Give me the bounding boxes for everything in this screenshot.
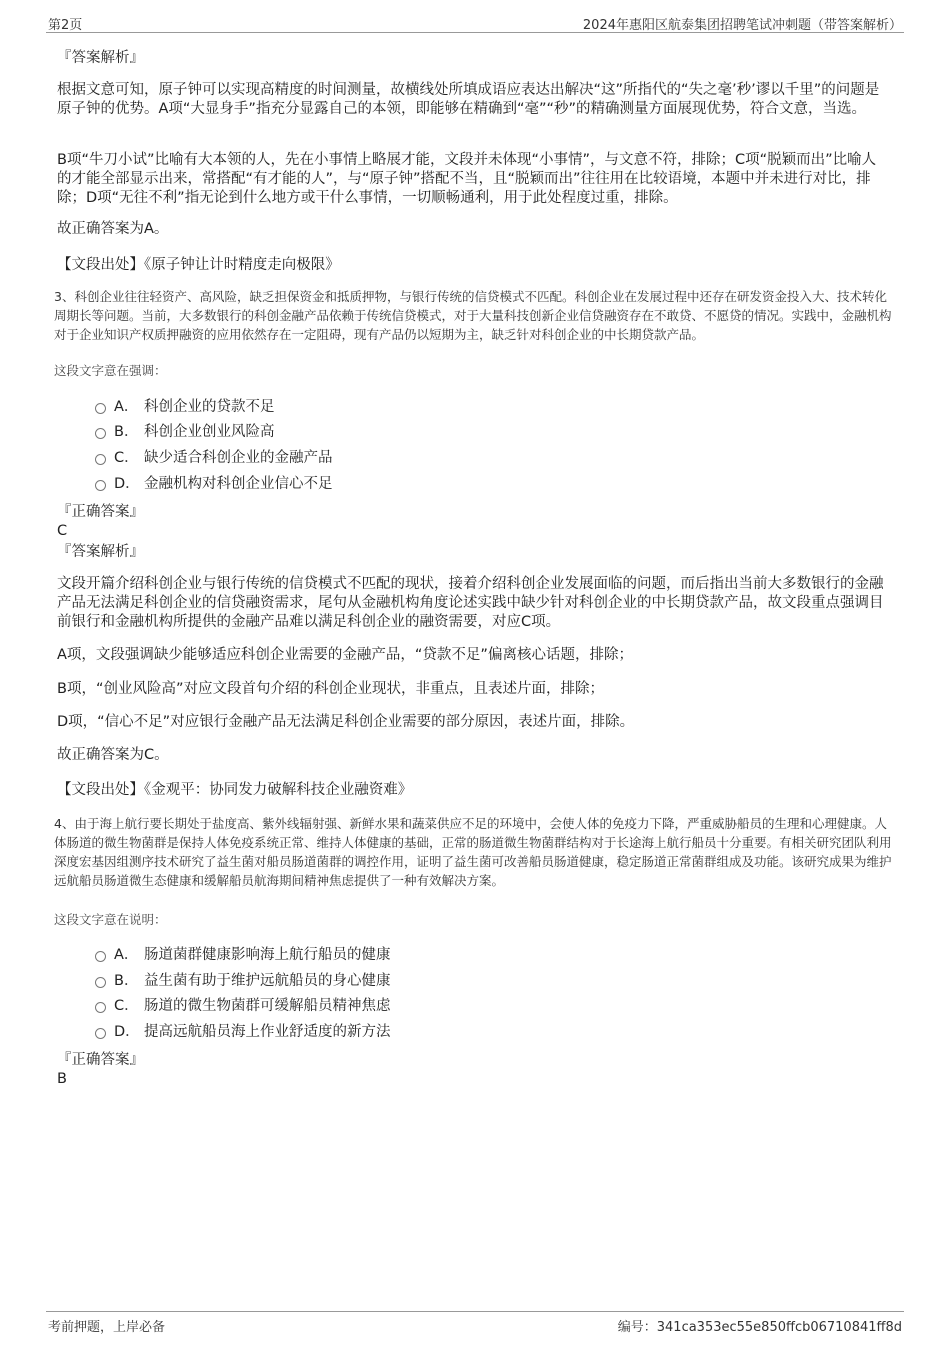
q3-question-text: 3、科创企业往往轻资产、高风险，缺乏担保资金和抵质押物，与银行传统的信贷模式不匹配。科创企业在发展过程中还存在研发资金投入大、技术转化周期长等问题。当前，大多数银行的科创金融产品依赖于传统信贷模式，对于大量科技创新企业信贷融资存在不敢贷、不愿贷的情况。实践中，金融机构对于企业知识产权质押融资的应用依然存在一定阻碍，现有产品仍以短期为主，缺乏针对科创企业的中长期贷款产品。 (54, 289, 892, 342)
q3-source: 【文段出处】《金观平：协同发力破解科技企业融资难》 (57, 782, 413, 798)
q3-option-b[interactable] (95, 422, 275, 442)
q3-analysis-paragraph: D项，“信心不足”对应银行金融产品无法满足科创企业需要的部分原因，表述片面，排除。 (57, 714, 635, 730)
option-text: 益生菌有助于维护远航船员的身心健康 (144, 973, 391, 989)
q3-analysis-paragraph: 文段开篇介绍科创企业与银行传统的信贷模式不匹配的现状，接着介绍科创企业发展面临的问题，而后指出当前大多数银行的金融产品无法满足科创企业的信贷融资需求，尾句从金融机构角度论述实践中缺少针对科创企业的中长期贷款产品，故文段重点强调目前银行和金融机构所提供的金融产品难以满足科创企业的融资需要，对应C项。 (57, 576, 884, 630)
option-letter: D． (114, 476, 140, 492)
option-text: 肠道菌群健康影响海上航行船员的健康 (144, 947, 391, 963)
option-text: 缺少适合科创企业的金融产品 (144, 450, 333, 466)
q2-analysis-title: 『答案解析』 (57, 50, 144, 66)
option-text: 金融机构对科创企业信心不足 (144, 476, 333, 492)
q3-option-a[interactable] (95, 397, 275, 417)
radio-icon[interactable] (95, 428, 106, 439)
q4-option-b[interactable] (95, 971, 391, 991)
q2-conclusion: 故正确答案为A。 (57, 221, 169, 237)
q3-answer-title: 『正确答案』 (57, 504, 144, 520)
option-text: 科创企业的贷款不足 (144, 399, 275, 415)
q3-stem: 这段文字意在强调： (54, 363, 167, 378)
page-header (46, 14, 904, 33)
footer-slogan: 考前押题，上岸必备 (48, 1320, 166, 1335)
option-text: 肠道的微生物菌群可缓解船员精神焦虑 (144, 998, 391, 1014)
radio-icon[interactable] (95, 1028, 106, 1039)
document-title: 2024年惠阳区航泰集团招聘笔试冲刺题（带答案解析） (582, 18, 902, 33)
page-footer (46, 1311, 904, 1334)
q4-option-d[interactable] (95, 1022, 391, 1042)
q3-option-c[interactable] (95, 448, 333, 468)
option-letter: C． (114, 450, 139, 466)
q3-answer: C (57, 523, 68, 539)
option-letter: A． (114, 947, 139, 963)
radio-icon[interactable] (95, 403, 106, 414)
q3-analysis-paragraph: A项，文段强调缺少能够适应科创企业需要的金融产品，“贷款不足”偏离核心话题，排除； (57, 647, 633, 663)
q2-analysis-paragraph: 根据文意可知，原子钟可以实现高精度的时间测量，故横线处所填成语应表达出解决“这”所指代的“失之毫’秒’谬以千里”的问题是原子钟的优势。A项“大显身手”指充分显露自己的本领，即能够在精确到“毫”“秒”的精确测量方面展现优势，符合文意，当选。 (57, 82, 880, 117)
q3-analysis-paragraph: B项，“创业风险高”对应文段首句介绍的科创企业现状，非重点，且表述片面，排除； (57, 681, 604, 697)
radio-icon[interactable] (95, 977, 106, 988)
q3-analysis-title: 『答案解析』 (57, 544, 144, 560)
option-letter: A． (114, 399, 139, 415)
q4-question-text: 4、由于海上航行要长期处于盐度高、紫外线辐射强、新鲜水果和蔬菜供应不足的环境中，会使人体的免疫力下降，严重威胁船员的生理和心理健康。人体肠道的微生物菌群是保持人体免疫系统正常、维持人体健康的基础，正常的肠道微生物菌群结构对于长途海上航行船员十分重要。有相关研究团队利用深度宏基因组测序技术研究了益生菌对船员肠道菌群的调控作用，证明了益生菌可改善船员肠道健康，稳定肠道正常菌群组成及功能。该研究成果为维护远航船员肠道微生态健康和缓解船员航海期间精神焦虑提供了一种有效解决方案。 (54, 816, 892, 888)
q2-source: 【文段出处】《原子钟让计时精度走向极限》 (57, 257, 340, 273)
option-letter: C． (114, 998, 139, 1014)
radio-icon[interactable] (95, 1002, 106, 1013)
document-code: 编号：341ca353ec55e850ffcb06710841ff8d (617, 1320, 902, 1335)
q4-stem: 这段文字意在说明： (54, 912, 167, 927)
option-letter: D． (114, 1024, 140, 1040)
page-number: 第2页 (48, 18, 83, 33)
q4-answer: B (57, 1071, 67, 1087)
option-letter: B． (114, 424, 139, 440)
option-letter: B． (114, 973, 139, 989)
q4-answer-title: 『正确答案』 (57, 1052, 144, 1068)
radio-icon[interactable] (95, 951, 106, 962)
q2-analysis-paragraph: B项“牛刀小试”比喻有大本领的人，先在小事情上略展才能，文段并未体现“小事情”，与文意不符，排除；C项“脱颖而出”比喻人的才能全部显示出来，常搭配“有才能的人”，与“原子钟”搭配不当，且“脱颖而出”往往用在比较语境，本题中并未进行对比，排除；D项“无往不利”指无论到什么地方或干什么事情，一切顺畅通利，用于此处程度过重，排除。 (57, 152, 877, 206)
q4-option-c[interactable] (95, 996, 391, 1016)
option-text: 提高远航船员海上作业舒适度的新方法 (144, 1024, 391, 1040)
q3-conclusion: 故正确答案为C。 (57, 747, 169, 763)
q3-option-d[interactable] (95, 474, 333, 494)
radio-icon[interactable] (95, 454, 106, 465)
option-text: 科创企业创业风险高 (144, 424, 275, 440)
radio-icon[interactable] (95, 480, 106, 491)
q4-option-a[interactable] (95, 945, 391, 965)
